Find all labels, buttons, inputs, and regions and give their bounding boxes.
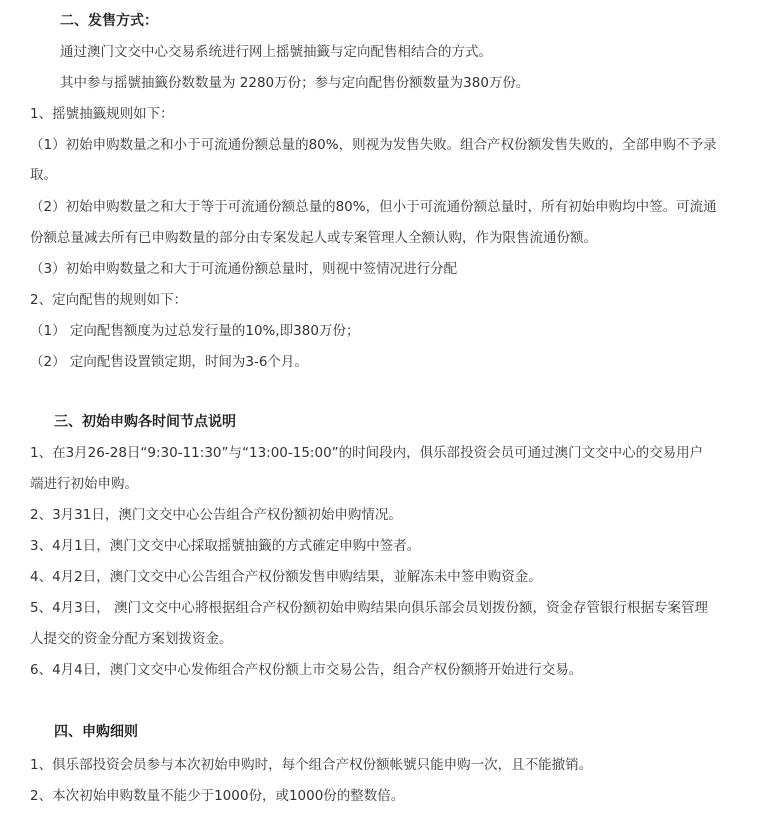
paragraph-line: （2）初始申购数量之和大于等于可流通份额总量的80%，但小于可流通份额总量时，所有初始申购均中签。可流通 [30,199,717,215]
section-heading-subscription-rules: 四、申购细则 [54,724,138,740]
paragraph-line: （1） 定向配售额度为过总发行量的10%,即380万份； [30,323,360,339]
section-heading-sale-method: 二、发售方式： [60,13,158,29]
paragraph-line: 其中参与摇號抽籤份数数量为 2280万份；参与定向配售份额数量为380万份。 [60,75,530,91]
paragraph-line: （1）初始申购数量之和小于可流通份额总量的80%，则视为发售失败。组合产权份额发售失败的，全部申购不予录 [30,137,717,153]
section-heading-timeline: 三、初始申购各时间节点说明 [54,414,236,430]
paragraph-line: 2、本次初始申购数量不能少于1000份，或1000份的整数倍。 [30,788,405,804]
paragraph-line: 2、定向配售的规则如下： [30,292,188,308]
paragraph-line: 5、4月3日， 澳门文交中心將根据组合产权份额初始申购结果向俱乐部会员划拨份额，资金存管银行根据专案管理 [30,600,709,616]
paragraph-line: 1、在3月26-28日“9:30-11:30”与“13:00-15:00”的时间段内，俱乐部投资会员可通过澳门文交中心的交易用户 [30,445,704,461]
paragraph-line: 4、4月2日，澳门文交中心公告组合产权份额发售申购结果，並解冻未中签申购资金。 [30,569,542,585]
paragraph-line: 1、俱乐部投资会员参与本次初始申购时，每个组合产权份额帐號只能申购一次，且不能撤销。 [30,757,593,773]
paragraph-line: 份额总量减去所有已申购数量的部分由专案发起人或专案管理人全额认购，作为限售流通份额。 [30,230,597,246]
paragraph-line: （2） 定向配售设置锁定期，时间为3-6个月。 [30,354,308,370]
paragraph-line: 3、4月1日，澳门文交中心採取摇號抽籤的方式確定申购中签者。 [30,538,421,554]
paragraph-line: 1、摇號抽籤规则如下： [30,106,174,122]
paragraph-line: 通过澳门文交中心交易系统进行网上摇號抽籤与定向配售相结合的方式。 [60,44,492,60]
paragraph-line: 取。 [30,167,57,183]
paragraph-line: 人提交的资金分配方案划拨资金。 [30,631,233,647]
paragraph-line: 6、4月4日，澳门文交中心发佈组合产权份额上市交易公告，组合产权份额將开始进行交易。 [30,662,583,678]
paragraph-line: （3）初始申购数量之和大于可流通份额总量时，则视中签情况进行分配 [30,261,458,277]
paragraph-line: 2、3月31日，澳门文交中心公告组合产权份额初始申购情况。 [30,507,402,523]
paragraph-line: 端进行初始申购。 [30,476,138,492]
